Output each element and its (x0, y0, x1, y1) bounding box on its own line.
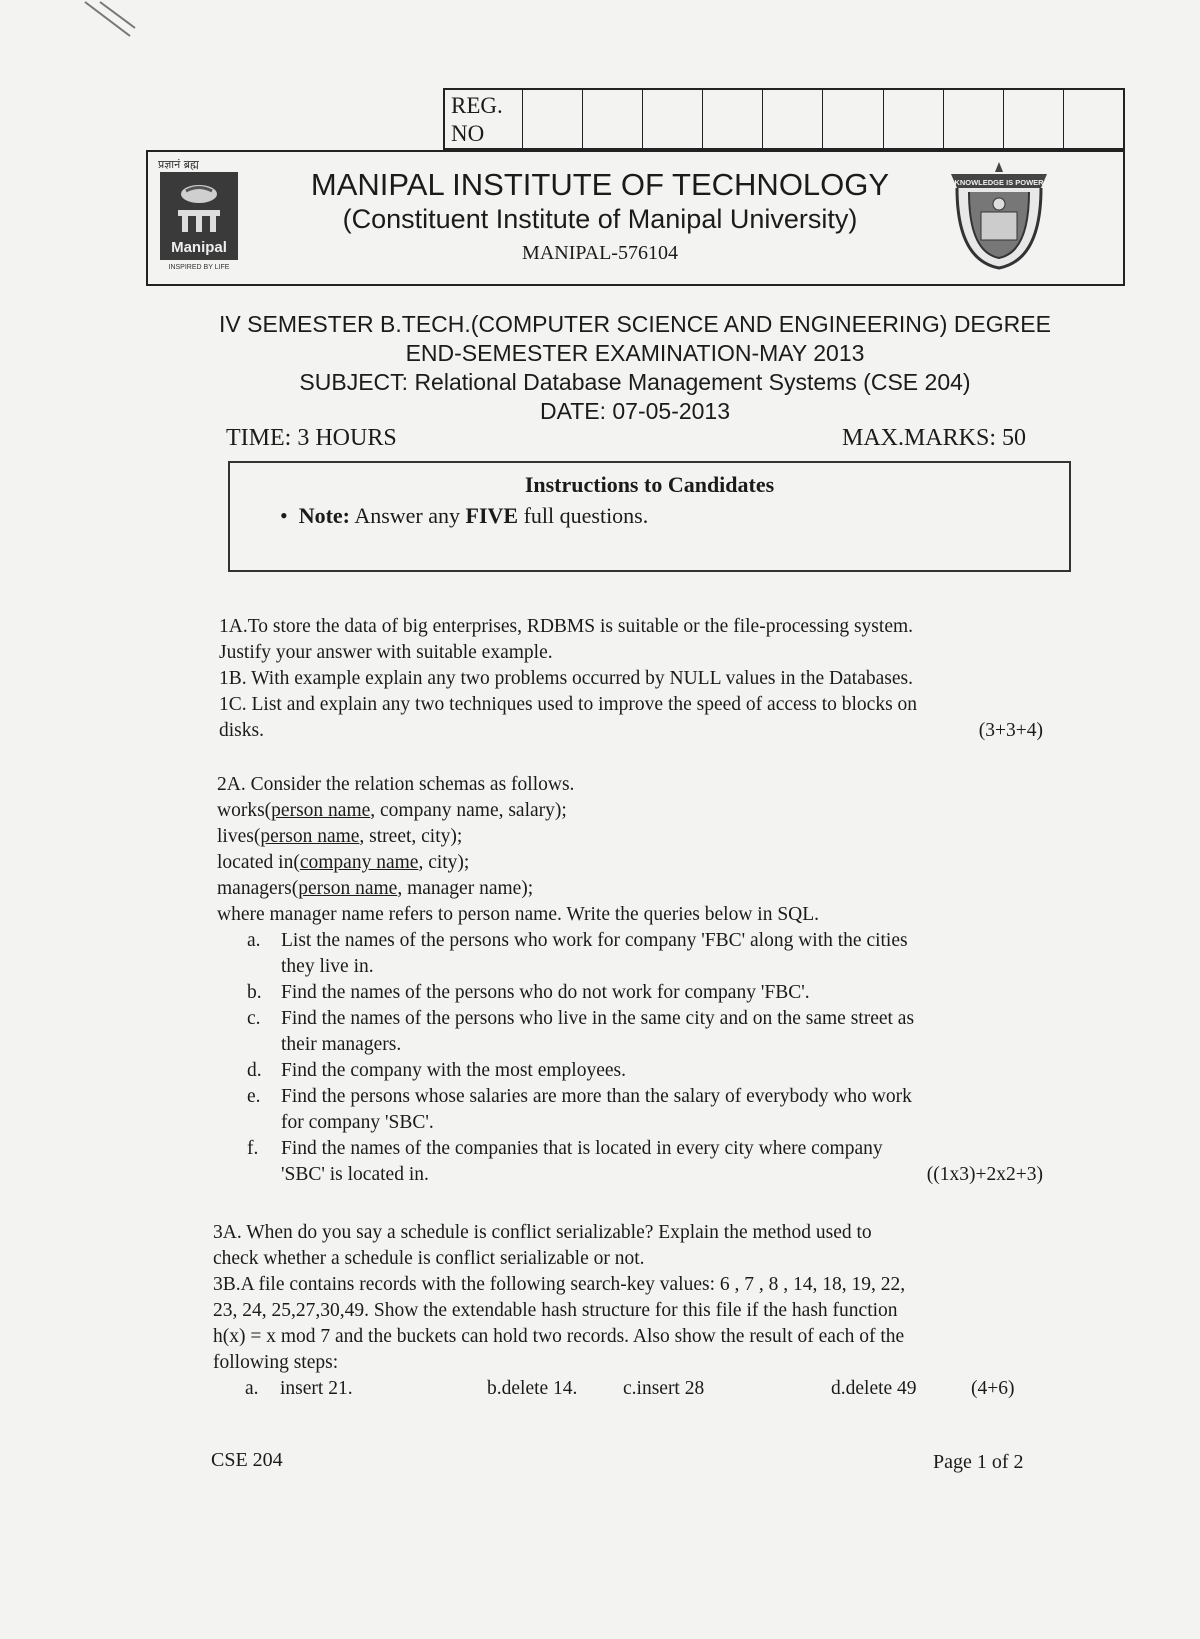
q3-steps: a. insert 21. b.delete 14. c.insert 28 d.delete 49 (4+6) (213, 1376, 1043, 1402)
list-item: c. Find the names of the persons who live in the same city and on the same street as their managers. (247, 1008, 915, 1055)
q3-marks: (4+6) (971, 1378, 1015, 1399)
schema-works: works(person name, company name, salary); (217, 800, 567, 821)
instructions-title: Instructions to Candidates (524, 472, 775, 497)
exam-subject: SUBJECT: Relational Database Management Systems (CSE 204) (299, 369, 971, 395)
scan-mark-top-left (60, 0, 140, 40)
footer-course-code: CSE 204 (211, 1449, 283, 1471)
svg-text:INSPIRED BY LIFE: INSPIRED BY LIFE (168, 264, 230, 271)
svg-text:Manipal: Manipal (171, 239, 227, 256)
q2-marks: ((1x3)+2x2+3) (926, 1164, 1043, 1185)
reg-no-label: REG. NO (445, 90, 523, 148)
q2-query-list (217, 928, 1043, 1188)
instructions-box (228, 461, 1071, 572)
institute-subtitle: (Constituent Institute of Manipal University) (342, 204, 858, 234)
reg-digit-cell[interactable] (583, 90, 643, 148)
schema-located-in: located in(company name, city); (217, 852, 470, 873)
exam-max-marks: MAX.MARKS: 50 (842, 425, 1027, 451)
list-item: b. Find the names of the persons who do not work for company 'FBC'. (247, 982, 810, 1003)
schema-managers: managers(person name, manager name); (217, 878, 534, 899)
instructions-note: • Note: Answer any FIVE full questions. (280, 503, 649, 528)
svg-text:प्रज्ञानं ब्रह्म: प्रज्ञानं ब्रह्म (158, 158, 199, 171)
schema-lives: lives(person name, street, city); (217, 826, 463, 847)
reg-digit-cell[interactable] (823, 90, 883, 148)
institute-name: MANIPAL INSTITUTE OF TECHNOLOGY (310, 167, 890, 202)
reg-digit-cell[interactable] (523, 90, 583, 148)
exam-duration: TIME: 3 HOURS (226, 425, 397, 451)
bullet-icon: • (280, 503, 299, 528)
list-item: a. List the names of the persons who work for company 'FBC' along with the cities they live in. (247, 930, 908, 977)
reg-digit-cell[interactable] (763, 90, 823, 148)
q1-marks: (3+3+4) (978, 720, 1043, 741)
list-item: f. Find the names of the companies that is located in every city where company 'SBC' is located in. ((1x3)+2x2+3) (217, 1136, 1043, 1188)
reg-digit-cell[interactable] (884, 90, 944, 148)
question-3: 3A. When do you say a schedule is conflict serializable? Explain the method used to check whether a schedule is conflict serializable or not. 3B.A file contains records with the following search-key values: 6 , 7 , 8 , 14, 18, 19, 22, 23, 24, 25,27,30,49. Show the extendable hash structure for this file if the hash function h(x) = x mod 7 and the buckets can hold two records. Also show the result of each of the following steps: a. insert 21. b.delete 14. c.insert 28 d.delete 49 (4+6) (213, 1220, 1043, 1402)
footer-page-number: Page 1 of 2 (933, 1451, 1024, 1473)
reg-digit-cell[interactable] (1004, 90, 1064, 148)
list-item: e. Find the persons whose salaries are more than the salary of everybody who work for company 'SBC'. (247, 1086, 912, 1133)
svg-text:KNOWLEDGE IS POWER: KNOWLEDGE IS POWER (954, 178, 1044, 187)
reg-digit-cell[interactable] (1064, 90, 1123, 148)
registration-number-box (443, 88, 1125, 150)
question-2: 2A. Consider the relation schemas as follows. works(person name, company name, salary); lives(person name, street, city); located in(company name, city); managers(person name, manager name); where manager name refers to person name. Write the queries below in SQL. a. List the names of the persons who work for company 'FBC' along with the cities they live in. b. Find the names of the persons who do not work for company 'FBC'. c. Find the names of the persons who live in the same city and on the same street as their managers. d. Find the company with the most employees. e. Find the persons whose salaries are more than the salary of everybody who work for company 'SBC'. f. Find the names of the companies that is located in every city where company 'SBC' is located in. ((1x3)+2x2+3) (217, 772, 1043, 1188)
list-item: d. Find the company with the most employees. (247, 1060, 626, 1081)
question-1: 1A.To store the data of big enterprises, RDBMS is suitable or the file-processing system. Justify your answer with suitable example. 1B. With example explain any two problems occurred by NULL values in the Databases. 1C. List and explain any two techniques used to improve the speed of access to blocks on disks. (3+3+4) (219, 614, 1043, 744)
reg-digit-cell[interactable] (703, 90, 763, 148)
exam-title: END-SEMESTER EXAMINATION-MAY 2013 (405, 340, 865, 366)
reg-digit-cell[interactable] (944, 90, 1004, 148)
reg-digit-cell[interactable] (643, 90, 703, 148)
mit-emblem (945, 160, 1053, 272)
institute-address: MANIPAL-576104 (522, 242, 678, 264)
exam-date: DATE: 07-05-2013 (539, 398, 731, 424)
exam-degree-line: IV SEMESTER B.TECH.(COMPUTER SCIENCE AND ENGINEERING) DEGREE (219, 311, 1051, 337)
manipal-logo (156, 156, 242, 272)
